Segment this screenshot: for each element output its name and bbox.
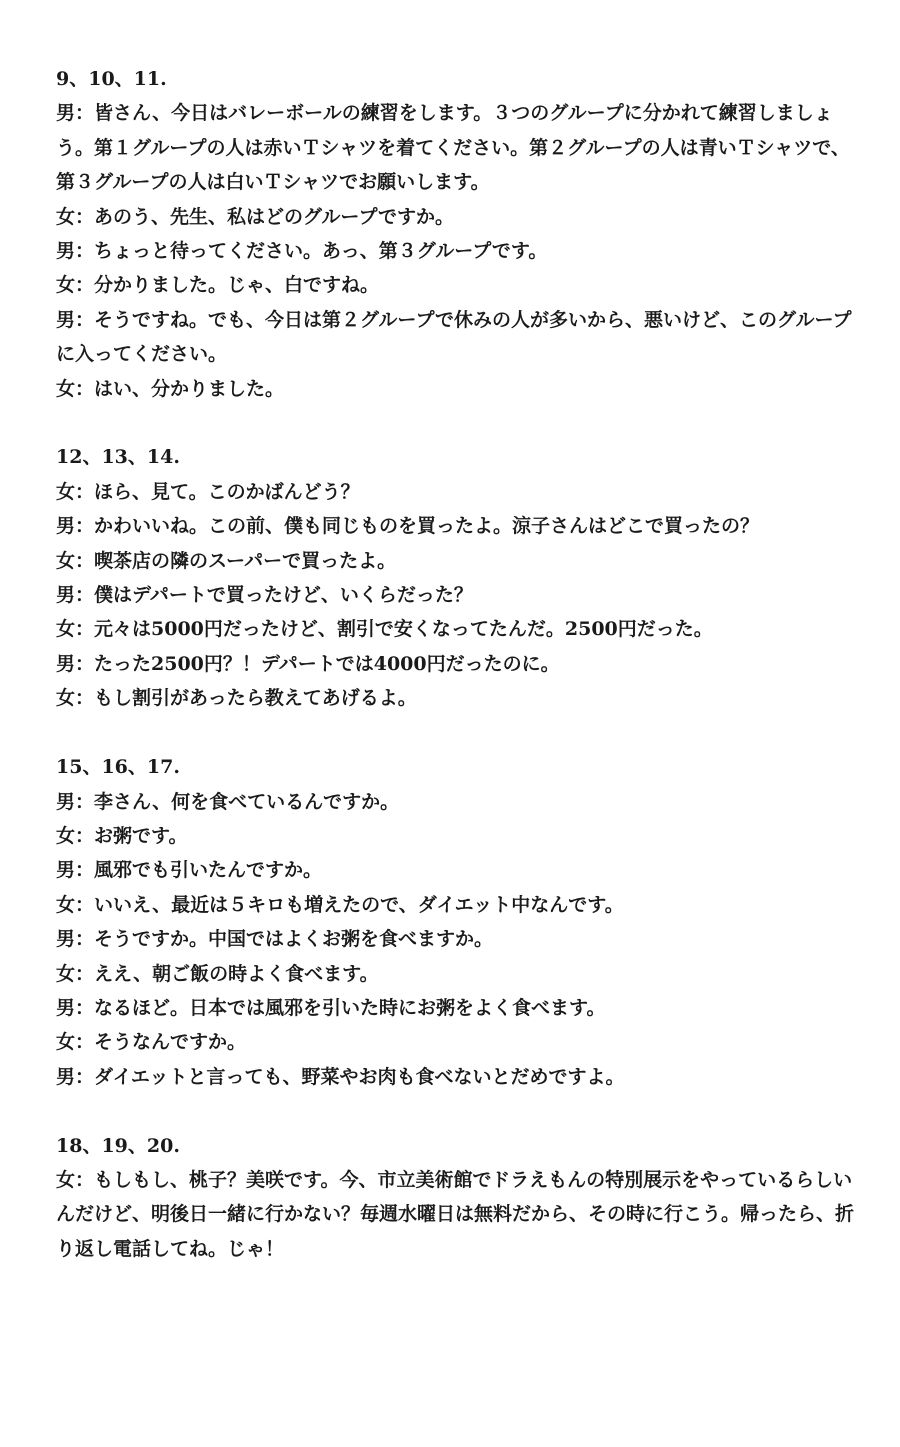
dialogue-line: 女：はい、分かりました。	[56, 377, 285, 400]
dialogue-line: 女：ええ、朝ご飯の時よく食べます。	[56, 962, 379, 985]
section-heading: 18、19、20.	[56, 1134, 180, 1157]
dialogue-line: 女：もしもし、桃子？美咲です。今、市立美術館でドラえもんの特別展示をやっているらしいんだけど、明後日一緒に行かない？毎週水曜日は無料だから、その時に行こう。帰ったら、折り返し電話してね。じゃ！	[56, 1168, 855, 1260]
dialogue-line: 女：ほら、見て。このかばんどう？	[56, 480, 360, 503]
dialogue-line: 男：そうですか。中国ではよくお粥を食べますか。	[56, 928, 494, 951]
dialogue-line: 女：あのう、先生、私はどのグループですか。	[56, 205, 455, 228]
section-heading: 9、10、11.	[56, 68, 167, 90]
dialogue-line: 男：ちょっと待ってください。あっ、第３グループです。	[56, 240, 548, 263]
dialogue-line: 男：僕はデパートで買ったけど、いくらだった？	[56, 584, 473, 607]
dialogue-line: 女：いいえ、最近は５キロも増えたので、ダイエット中なんです。	[56, 893, 624, 916]
dialogue-line: 男：なるほど。日本では風邪を引いた時にお粥をよく食べます。	[56, 996, 606, 1019]
dialogue-line: 女：喫茶店の隣のスーパーで買ったよ。	[56, 549, 397, 572]
dialogue-section-12-14	[56, 440, 856, 715]
dialogue-line: 男：李さん、何を食べているんですか。	[56, 790, 400, 813]
dialogue-line: 男：風邪でも引いたんですか。	[56, 859, 323, 882]
section-heading: 12、13、14.	[56, 446, 180, 469]
dialogue-line: 女：分かりました。じゃ、白ですね。	[56, 274, 380, 297]
dialogue-line: 女：元々は5000円だったけど、割引で安くなってたんだ。2500円だった。	[56, 618, 713, 641]
dialogue-section-18-20	[56, 1129, 856, 1267]
dialogue-line: 男：たった2500円？！デパートでは4000円だったのに。	[56, 652, 560, 675]
section-heading: 15、16、17.	[56, 756, 180, 779]
dialogue-section-15-17	[56, 750, 856, 1094]
dialogue-line: 男：かわいいね。この前、僕も同じものを買ったよ。涼子さんはどこで買ったの？	[56, 515, 760, 538]
dialogue-section-9-11	[56, 62, 856, 406]
dialogue-line: 男：皆さん、今日はバレーボールの練習をします。３つのグループに分かれて練習しましょう。第１グループの人は赤いＴシャツを着てください。第２グループの人は青いＴシャツで、第３グループの人は白いＴシャツでお願いします。	[56, 102, 850, 194]
dialogue-line: 女：そうなんですか。	[56, 1031, 247, 1054]
listening-script-document	[56, 62, 856, 1266]
dialogue-line: 男：ダイエットと言っても、野菜やお肉も食べないとだめですよ。	[56, 1065, 625, 1088]
dialogue-line: 女：お粥です。	[56, 824, 188, 847]
dialogue-line: 男：そうですね。でも、今日は第２グループで休みの人が多いから、悪いけど、このグループに入ってください。	[56, 308, 852, 366]
dialogue-line: 女：もし割引があったら教えてあげるよ。	[56, 687, 417, 710]
